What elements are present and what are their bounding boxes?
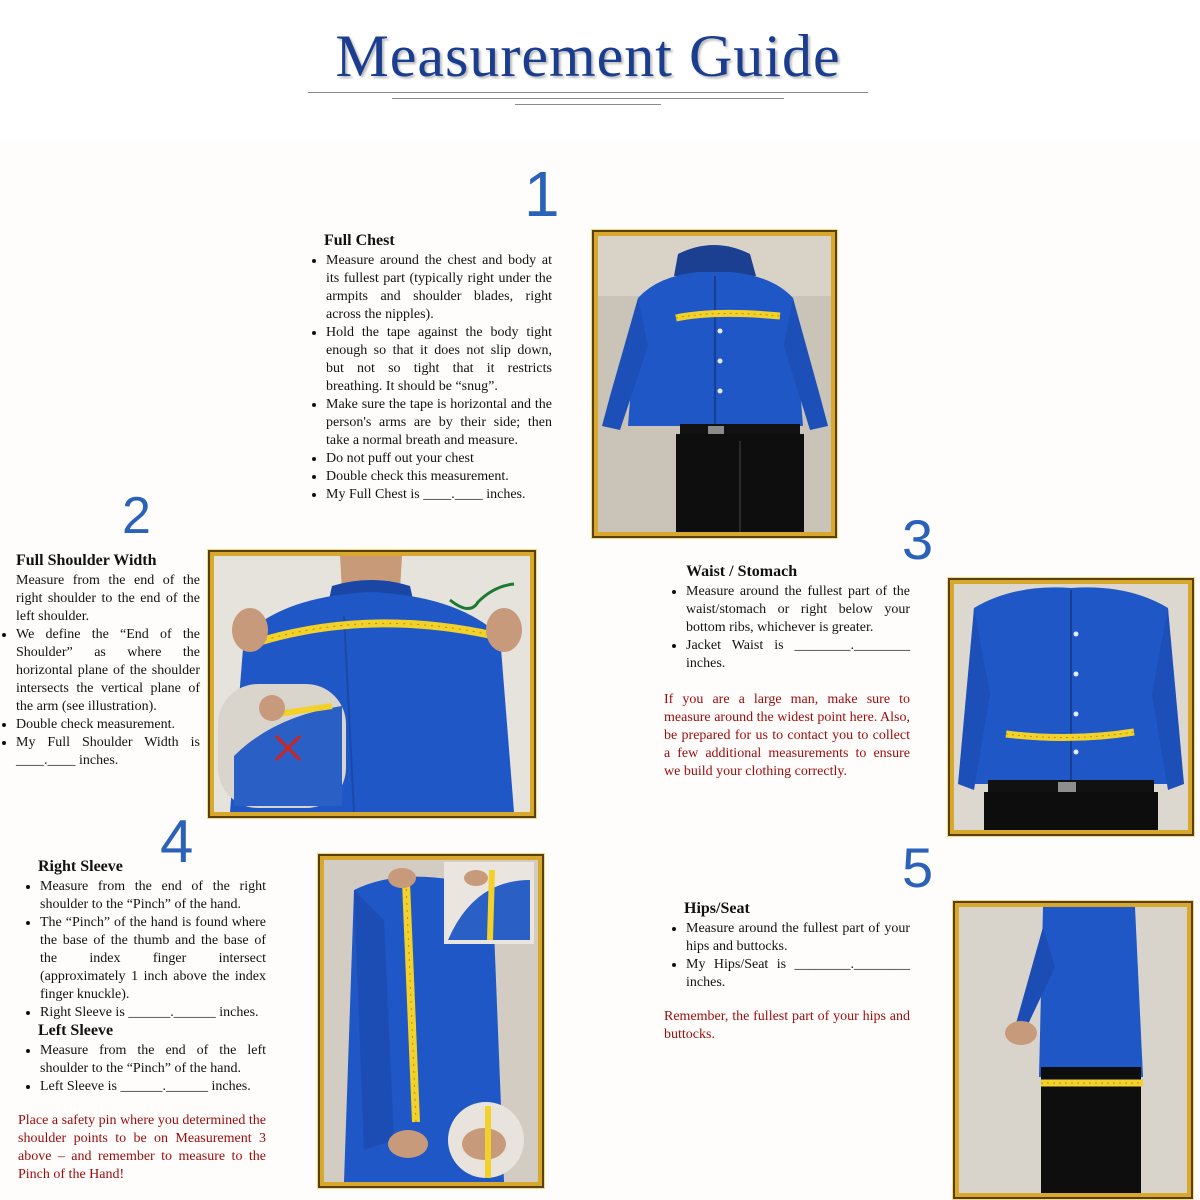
waist-photo xyxy=(950,580,1192,834)
hips-bullet-list xyxy=(664,920,910,992)
step-number-2: 2 xyxy=(122,487,151,545)
hips-note: Remember, the fullest part of your hips and buttocks. xyxy=(664,1009,910,1042)
right-sleeve-bullet: • Right Sleeve is ______.______ inches. xyxy=(40,1004,266,1022)
waist-instructions xyxy=(664,563,910,781)
waist-bullet: • Jacket Waist is ________.________ inches. xyxy=(686,637,910,673)
hips-photo xyxy=(955,903,1191,1197)
chest-instructions xyxy=(304,232,552,504)
title-rule-1 xyxy=(308,92,868,93)
title-rule-3 xyxy=(515,104,661,105)
left-sleeve-bullet: • Measure from the end of the left shoulder to the “Pinch” of the hand. xyxy=(40,1042,266,1078)
shoulder-illustration xyxy=(214,556,530,812)
hips-bullet: • My Hips/Seat is ________.________ inches. xyxy=(686,956,910,992)
page-title: Measurement Guide xyxy=(335,23,841,89)
shoulder-instructions xyxy=(2,552,200,770)
title-rule-2 xyxy=(392,98,784,99)
right-sleeve-bullet-list xyxy=(18,878,266,1022)
shoulder-bullet: • My Full Shoulder Width is ____.____ inches. xyxy=(16,734,200,770)
waist-bullet-list xyxy=(664,583,910,673)
step-number-1: 1 xyxy=(524,158,560,230)
chest-photo xyxy=(594,232,835,536)
chest-bullet: • My Full Chest is ____.____ inches. xyxy=(326,486,552,504)
sleeve-note: Place a safety pin where you determined the shoulder points to be on Measurement 3 above – and remember to measure to the Pinch of the Hand! xyxy=(18,1113,266,1182)
waist-illustration xyxy=(954,584,1188,830)
shoulder-intro: Measure from the end of the right shoulder to the end of the left shoulder. xyxy=(16,573,200,624)
step-number-5: 5 xyxy=(902,836,934,899)
step-number-4: 4 xyxy=(160,808,194,875)
sleeve-instructions xyxy=(18,858,266,1184)
waist-heading: Waist / Stomach xyxy=(686,563,798,580)
chest-bullet: • Double check this measurement. xyxy=(326,468,552,486)
shoulder-bullet: • We define the “End of the Shoulder” as where the horizontal plane of the shoulder intersects the vertical plane of the arm (see illustration). xyxy=(16,626,200,716)
chest-bullet: • Do not puff out your chest xyxy=(326,450,552,468)
sleeve-photo xyxy=(320,856,542,1186)
right-sleeve-bullet: • The “Pinch” of the hand is found where the base of the thumb and the base of the index finger intersect (approximately 1 inch above the index finger knuckle). xyxy=(40,914,266,1004)
chest-bullet: • Measure around the chest and body at its fullest part (typically right under the armpits and shoulder blades, right across the nipples). xyxy=(326,252,552,324)
sleeve-illustration xyxy=(324,860,538,1182)
hips-bullet: • Measure around the fullest part of your hips and buttocks. xyxy=(686,920,910,956)
left-sleeve-bullet-list xyxy=(18,1042,266,1096)
chest-bullet-list xyxy=(304,252,552,504)
waist-bullet: • Measure around the fullest part of the waist/stomach or right below your bottom ribs, whichever is greater. xyxy=(686,583,910,637)
chest-heading: Full Chest xyxy=(324,232,395,249)
shoulder-bullet: • Double check measurement. xyxy=(16,716,200,734)
right-sleeve-bullet: • Measure from the end of the right shoulder to the “Pinch” of the hand. xyxy=(40,878,266,914)
hips-heading: Hips/Seat xyxy=(684,900,750,917)
left-sleeve-bullet: • Left Sleeve is ______.______ inches. xyxy=(40,1078,266,1096)
chest-illustration xyxy=(598,236,831,532)
right-sleeve-heading: Right Sleeve xyxy=(38,858,123,875)
chest-bullet: • Hold the tape against the body tight enough so that it does not slip down, but not so tight that it restricts breathing. It should be “snug”. xyxy=(326,324,552,396)
shoulder-photo xyxy=(210,552,534,816)
left-sleeve-heading: Left Sleeve xyxy=(38,1022,114,1039)
shoulder-heading: Full Shoulder Width xyxy=(16,552,157,569)
chest-bullet: • Make sure the tape is horizontal and the person's arms are by their side; then take a normal breath and measure. xyxy=(326,396,552,450)
hips-instructions xyxy=(664,900,910,1044)
waist-note: If you are a large man, make sure to measure around the widest point here. Also, be prepared for us to contact you to collect a few additional measurements to ensure we build your clothing correctly. xyxy=(664,692,910,779)
step-number-3: 3 xyxy=(902,508,934,571)
hips-illustration xyxy=(959,907,1187,1193)
shoulder-bullet-list xyxy=(2,626,200,770)
